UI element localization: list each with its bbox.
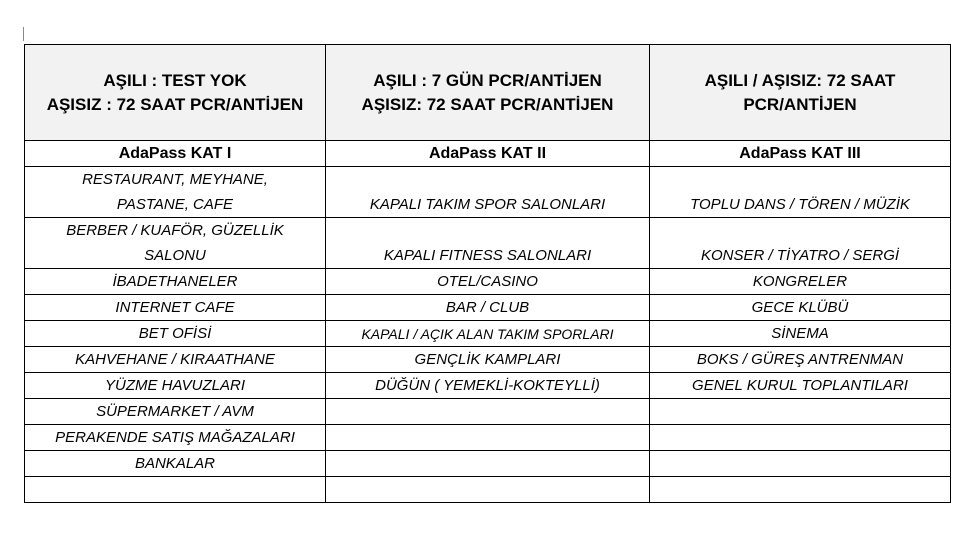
venue-kat-1: INTERNET CAFE xyxy=(25,295,326,321)
table-row xyxy=(25,451,951,477)
venue-kat-1 xyxy=(25,167,326,218)
venue-text: BERBER / KUAFÖR, GÜZELLİK SALONU xyxy=(66,222,284,264)
venue-kat-2 xyxy=(326,477,650,503)
table-row xyxy=(25,425,951,451)
venue-kat-2: KAPALI FITNESS SALONLARI xyxy=(326,218,650,269)
header-row xyxy=(25,45,951,141)
venue-kat-1: PERAKENDE SATIŞ MAĞAZALARI xyxy=(25,425,326,451)
table-row xyxy=(25,218,951,269)
category-row xyxy=(25,141,951,167)
venue-kat-1: SÜPERMARKET / AVM xyxy=(25,399,326,425)
header-line-1: AŞILI / AŞISIZ: 72 SAAT xyxy=(704,70,896,90)
venue-kat-3 xyxy=(650,425,951,451)
table-row xyxy=(25,373,951,399)
header-line-2: AŞISIZ: 72 SAAT PCR/ANTİJEN xyxy=(361,94,614,114)
venue-kat-2 xyxy=(326,451,650,477)
header-line-1: AŞILI : TEST YOK xyxy=(103,70,247,90)
venue-kat-2: BAR / CLUB xyxy=(326,295,650,321)
venue-kat-2 xyxy=(326,425,650,451)
table-row xyxy=(25,347,951,373)
venue-kat-3: KONGRELER xyxy=(650,269,951,295)
venue-kat-2 xyxy=(326,399,650,425)
table-row xyxy=(25,295,951,321)
text-cursor-mark xyxy=(23,27,24,41)
venue-kat-1 xyxy=(25,218,326,269)
venue-kat-3: BOKS / GÜREŞ ANTRENMAN xyxy=(650,347,951,373)
venue-kat-3: TOPLU DANS / TÖREN / MÜZİK xyxy=(650,167,951,218)
venue-kat-1: BANKALAR xyxy=(25,451,326,477)
venue-kat-1: YÜZME HAVUZLARI xyxy=(25,373,326,399)
venue-kat-3 xyxy=(650,399,951,425)
header-line-2: PCR/ANTİJEN xyxy=(743,94,857,114)
header-line-2: AŞISIZ : 72 SAAT PCR/ANTİJEN xyxy=(46,94,304,114)
venue-kat-3 xyxy=(650,477,951,503)
venue-kat-1: İBADETHANELER xyxy=(25,269,326,295)
header-cell-kat-1 xyxy=(25,45,326,141)
venue-kat-2: KAPALI / AÇIK ALAN TAKIM SPORLARI xyxy=(326,321,650,347)
adapass-category-table xyxy=(24,44,951,503)
venue-kat-1: KAHVEHANE / KIRAATHANE xyxy=(25,347,326,373)
venue-kat-3: KONSER / TİYATRO / SERGİ xyxy=(650,218,951,269)
header-cell-kat-2 xyxy=(326,45,650,141)
header-line-1: AŞILI : 7 GÜN PCR/ANTİJEN xyxy=(373,70,602,90)
venue-kat-2: KAPALI TAKIM SPOR SALONLARI xyxy=(326,167,650,218)
table-row xyxy=(25,167,951,218)
category-kat-3: AdaPass KAT III xyxy=(650,141,951,167)
table-row xyxy=(25,269,951,295)
venue-kat-3: GENEL KURUL TOPLANTILARI xyxy=(650,373,951,399)
table-row-empty xyxy=(25,477,951,503)
category-kat-1: AdaPass KAT I xyxy=(25,141,326,167)
header-cell-kat-3 xyxy=(650,45,951,141)
venue-kat-1: BET OFİSİ xyxy=(25,321,326,347)
venue-kat-3: SİNEMA xyxy=(650,321,951,347)
venue-kat-2: GENÇLİK KAMPLARI xyxy=(326,347,650,373)
venue-text: RESTAURANT, MEYHANE, PASTANE, CAFE xyxy=(82,171,268,213)
venue-kat-2: OTEL/CASINO xyxy=(326,269,650,295)
table-row xyxy=(25,321,951,347)
table-row xyxy=(25,399,951,425)
venue-kat-2: DÜĞÜN ( YEMEKLİ-KOKTEYLLİ) xyxy=(326,373,650,399)
venue-kat-3 xyxy=(650,451,951,477)
venue-kat-3: GECE KLÜBÜ xyxy=(650,295,951,321)
category-kat-2: AdaPass KAT II xyxy=(326,141,650,167)
venue-kat-1 xyxy=(25,477,326,503)
